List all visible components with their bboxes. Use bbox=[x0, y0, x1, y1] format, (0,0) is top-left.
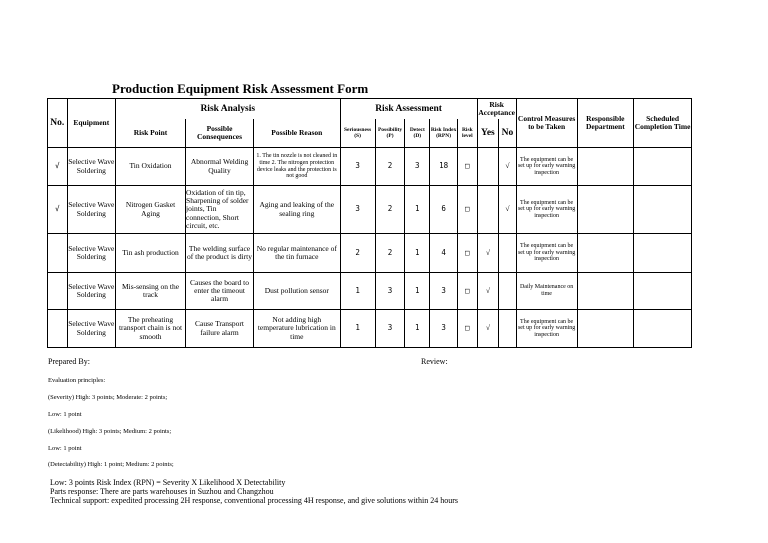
header-seriousness: Seriousness (S) bbox=[340, 119, 375, 148]
risk-index-cell: 3 bbox=[430, 310, 458, 348]
seriousness-cell: 3 bbox=[340, 148, 375, 186]
header-risk-assessment: Risk Assessment bbox=[340, 99, 477, 119]
reason-cell: Aging and leaking of the sealing ring bbox=[254, 186, 341, 234]
consequence-cell: Abnormal Welding Quality bbox=[186, 148, 254, 186]
detect-cell: 1 bbox=[405, 234, 430, 273]
form-title: Production Equipment Risk Assessment Form bbox=[112, 81, 369, 96]
row-number bbox=[48, 234, 68, 273]
risk-point-cell: The preheating transport chain is not smooth bbox=[115, 310, 185, 348]
reason-cell: Dust pollution sensor bbox=[254, 273, 341, 310]
control-measures-cell: The equipment can be set up for early warning inspection bbox=[516, 148, 577, 186]
header-detect: Detect (D) bbox=[405, 119, 430, 148]
risk-level-cell: □ bbox=[457, 186, 477, 234]
responsible-department-cell bbox=[577, 310, 634, 348]
risk-point-cell: Mis-sensing on the track bbox=[115, 273, 185, 310]
detect-cell: 1 bbox=[405, 273, 430, 310]
accept-no-cell bbox=[499, 234, 517, 273]
header-control-measures: Control Measures to be Taken bbox=[516, 99, 577, 148]
row-number: √ bbox=[48, 148, 68, 186]
accept-no-cell: √ bbox=[499, 148, 517, 186]
accept-yes-cell: √ bbox=[477, 234, 499, 273]
header-equipment: Equipment bbox=[67, 99, 115, 148]
risk-level-cell: □ bbox=[457, 310, 477, 348]
seriousness-cell: 1 bbox=[340, 273, 375, 310]
scheduled-time-cell bbox=[634, 310, 692, 348]
risk-level-cell: □ bbox=[457, 273, 477, 310]
header-risk-level: Risk level bbox=[457, 119, 477, 148]
header-risk-point: Risk Point bbox=[115, 119, 185, 148]
accept-yes-cell bbox=[477, 148, 499, 186]
possibility-cell: 2 bbox=[375, 148, 405, 186]
reason-cell: 1. The tin nozzle is not cleaned in time 2. The nitrogen protection device leaks and the protection is not good bbox=[254, 148, 341, 186]
possibility-cell: 3 bbox=[375, 310, 405, 348]
evaluation-note: (Likelihood) High: 3 points; Medium: 2 points; bbox=[48, 428, 172, 435]
header-risk-index: Risk Index (RPN) bbox=[430, 119, 458, 148]
possibility-cell: 3 bbox=[375, 273, 405, 310]
possibility-cell: 2 bbox=[375, 186, 405, 234]
detect-cell: 1 bbox=[405, 186, 430, 234]
risk-point-cell: Tin Oxidation bbox=[115, 148, 185, 186]
equipment-cell: Selective Wave Soldering bbox=[67, 148, 115, 186]
responsible-department-cell bbox=[577, 148, 634, 186]
accept-no-cell bbox=[499, 273, 517, 310]
equipment-cell: Selective Wave Soldering bbox=[67, 310, 115, 348]
evaluation-note: Low: 1 point bbox=[48, 445, 82, 452]
parts-response-note: Parts response: There are parts warehouses in Suzhou and Changzhou bbox=[50, 487, 274, 496]
equipment-cell: Selective Wave Soldering bbox=[67, 234, 115, 273]
header-possibility: Possibility (P) bbox=[375, 119, 405, 148]
evaluation-note: (Detectability) High: 1 point; Medium: 2 points; bbox=[48, 461, 174, 468]
header-no-col: No bbox=[499, 119, 517, 148]
header-risk-acceptance: Risk Acceptance bbox=[478, 99, 515, 117]
table-row bbox=[48, 273, 692, 310]
row-number bbox=[48, 310, 68, 348]
risk-point-cell: Tin ash production bbox=[115, 234, 185, 273]
control-measures-cell: Daily Maintenance on time bbox=[516, 273, 577, 310]
consequence-cell: Causes the board to enter the timeout alarm bbox=[186, 273, 254, 310]
prepared-by-label: Prepared By: bbox=[48, 357, 90, 366]
header-scheduled-completion-time: Scheduled Completion Time bbox=[634, 99, 692, 148]
header-responsible-department: Responsible Department bbox=[577, 99, 634, 148]
equipment-cell: Selective Wave Soldering bbox=[67, 273, 115, 310]
row-number: √ bbox=[48, 186, 68, 234]
accept-no-cell: √ bbox=[499, 186, 517, 234]
row-number bbox=[48, 273, 68, 310]
table-row bbox=[48, 186, 692, 234]
header-risk-analysis: Risk Analysis bbox=[115, 99, 340, 119]
header-no: No. bbox=[48, 99, 68, 148]
responsible-department-cell bbox=[577, 234, 634, 273]
scheduled-time-cell bbox=[634, 273, 692, 310]
header-yes: Yes bbox=[477, 119, 499, 148]
control-measures-cell: The equipment can be set up for early warning inspection bbox=[516, 186, 577, 234]
control-measures-cell: The equipment can be set up for early warning inspection bbox=[516, 234, 577, 273]
risk-level-cell: □ bbox=[457, 234, 477, 273]
accept-yes-cell bbox=[477, 186, 499, 234]
header-possible-consequences: Possible Consequences bbox=[186, 119, 254, 148]
possibility-cell: 2 bbox=[375, 234, 405, 273]
reason-cell: No regular maintenance of the tin furnace bbox=[254, 234, 341, 273]
detect-cell: 1 bbox=[405, 310, 430, 348]
seriousness-cell: 2 bbox=[340, 234, 375, 273]
risk-level-cell: □ bbox=[457, 148, 477, 186]
consequence-cell: Cause Transport failure alarm bbox=[186, 310, 254, 348]
responsible-department-cell bbox=[577, 273, 634, 310]
scheduled-time-cell bbox=[634, 148, 692, 186]
risk-assessment-table bbox=[47, 98, 692, 348]
table-row bbox=[48, 310, 692, 348]
technical-support-note: Technical support: expedited processing 2H response, conventional processing 4H response, and give solutions within 24 hours bbox=[50, 496, 459, 505]
seriousness-cell: 3 bbox=[340, 186, 375, 234]
reason-cell: Not adding high temperature lubrication in time bbox=[254, 310, 341, 348]
header-possible-reason: Possible Reason bbox=[254, 119, 341, 148]
table-row bbox=[48, 148, 692, 186]
accept-yes-cell: √ bbox=[477, 310, 499, 348]
consequence-cell: The welding surface of the product is dirty bbox=[186, 234, 254, 273]
risk-index-cell: 18 bbox=[430, 148, 458, 186]
evaluation-note: (Severity) High: 3 points; Moderate: 2 points; bbox=[48, 394, 168, 401]
control-measures-cell: The equipment can be set up for early warning inspection bbox=[516, 310, 577, 348]
evaluation-note: Low: 1 point bbox=[48, 411, 82, 418]
risk-index-cell: 4 bbox=[430, 234, 458, 273]
risk-index-cell: 3 bbox=[430, 273, 458, 310]
accept-no-cell bbox=[499, 310, 517, 348]
review-label: Review: bbox=[421, 357, 448, 366]
scheduled-time-cell bbox=[634, 234, 692, 273]
responsible-department-cell bbox=[577, 186, 634, 234]
evaluation-note: Evaluation principles: bbox=[48, 377, 106, 384]
risk-index-cell: 6 bbox=[430, 186, 458, 234]
equipment-cell: Selective Wave Soldering bbox=[67, 186, 115, 234]
rpn-formula-note: Low: 3 points Risk Index (RPN) = Severity X Likelihood X Detectability bbox=[50, 478, 286, 487]
table-row bbox=[48, 234, 692, 273]
consequence-cell: Oxidation of tin tip, Sharpening of solder joints, Tin connection, Short circuit, etc. bbox=[186, 186, 254, 234]
risk-point-cell: Nitrogen Gasket Aging bbox=[115, 186, 185, 234]
detect-cell: 3 bbox=[405, 148, 430, 186]
seriousness-cell: 1 bbox=[340, 310, 375, 348]
accept-yes-cell: √ bbox=[477, 273, 499, 310]
scheduled-time-cell bbox=[634, 186, 692, 234]
